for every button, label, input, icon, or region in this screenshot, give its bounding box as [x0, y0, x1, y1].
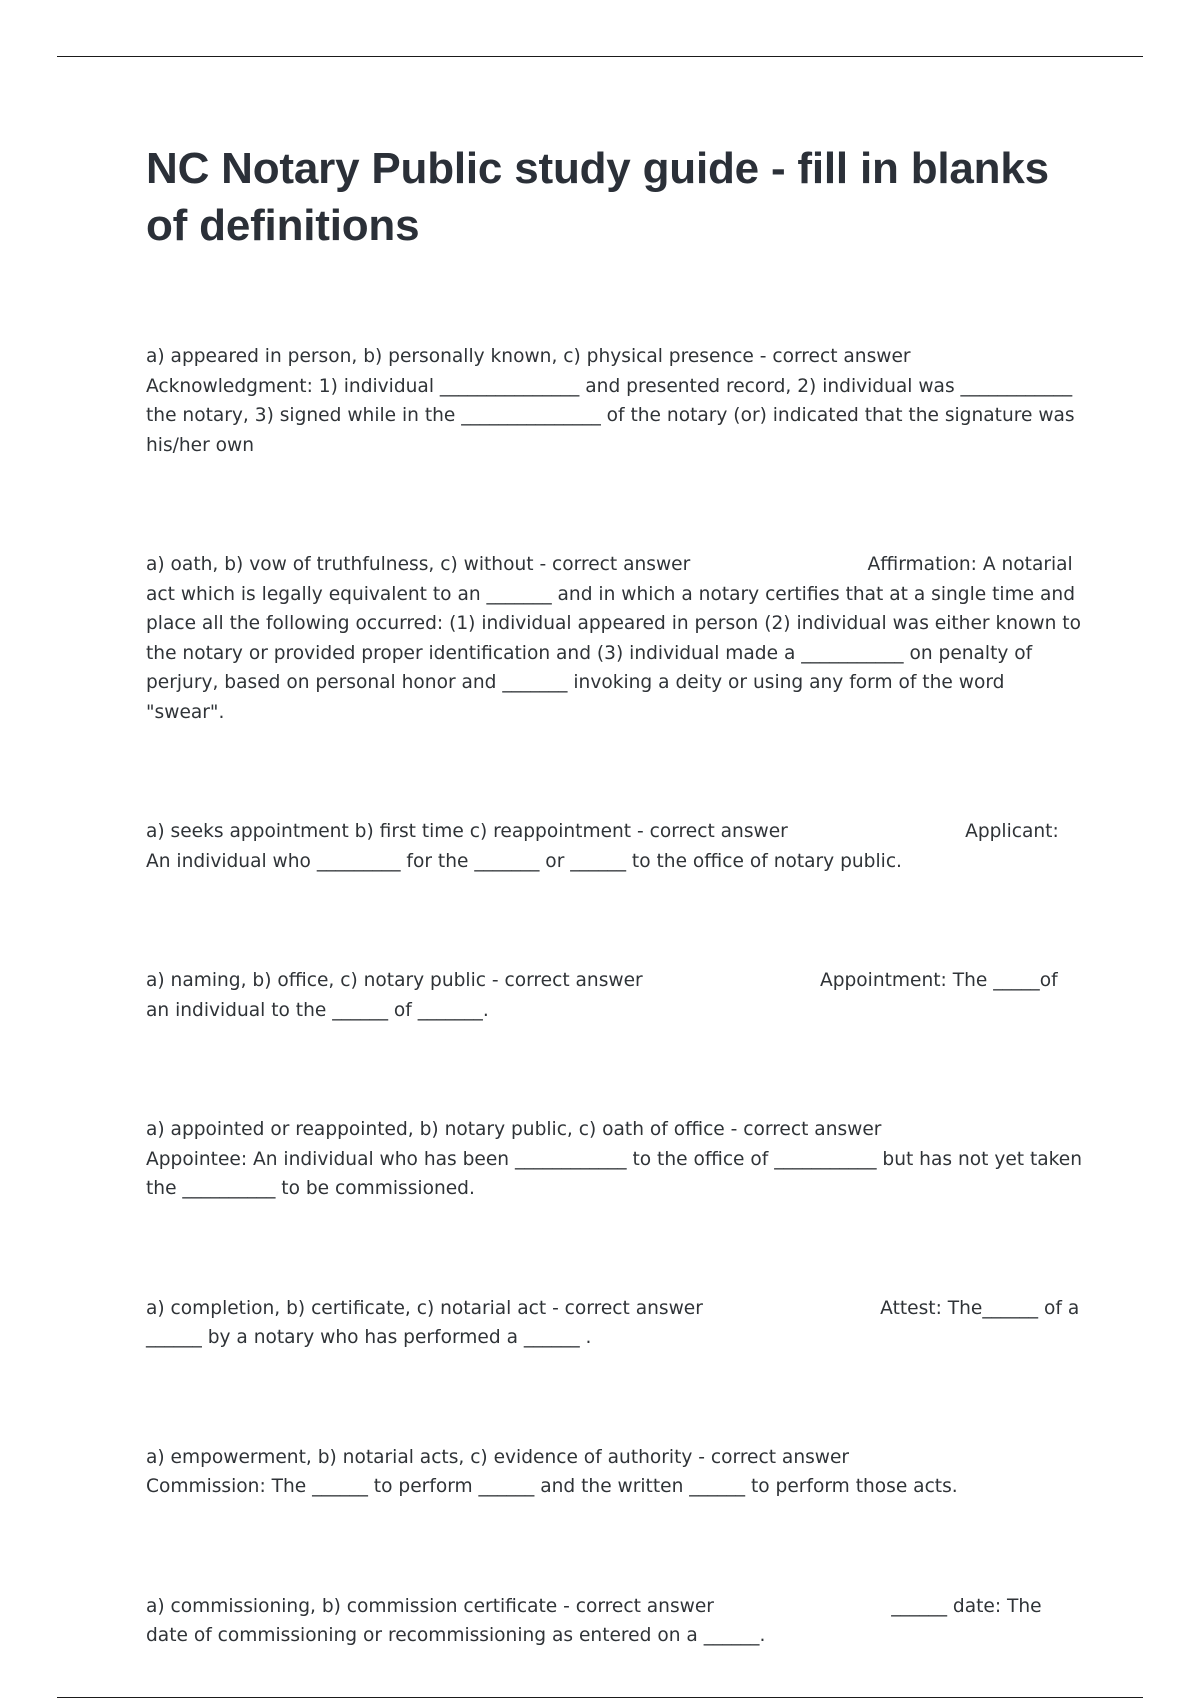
- bottom-rule: [57, 1697, 1143, 1698]
- flashcard: [146, 817, 1084, 876]
- flashcard: [146, 550, 1087, 727]
- flashcard: [146, 1443, 1084, 1502]
- card-answer: a) appeared in person, b) personally known, c) physical presence: [146, 346, 754, 367]
- card-question: ______ date: The date of commissioning or recommissioning as entered on a ______.: [146, 1595, 1048, 1646]
- card-separator: - correct answer: [753, 346, 911, 367]
- document-body: [146, 140, 1088, 1651]
- card-question: Commission: The ______ to perform ______ and the written ______ to perform those acts.: [146, 1476, 958, 1497]
- card-gap: [703, 1298, 880, 1319]
- flashcard: [146, 966, 1084, 1025]
- card-gap: [788, 821, 965, 842]
- card-answer: a) oath, b) vow of truthfulness, c) without: [146, 554, 534, 575]
- card-question: Appointment: The _____of an individual to the ______ of _______.: [146, 970, 1064, 1021]
- card-question: Acknowledgment: 1) individual _______________ and presented record, 2) individual was ____________ the notary, 3) signed while in the _______________ of the notary (or) indicated that the signature was his/her own: [146, 375, 1081, 456]
- flashcard-list: [146, 342, 1088, 1651]
- card-gap: [714, 1596, 891, 1617]
- card-answer: a) seeks appointment b) first time c) reappointment: [146, 821, 632, 842]
- card-separator: - correct answer: [724, 1119, 882, 1140]
- card-gap: [690, 554, 867, 575]
- card-separator: - correct answer: [533, 554, 691, 575]
- card-separator: - correct answer: [557, 1595, 714, 1617]
- flashcard: [146, 1592, 1084, 1651]
- card-answer: a) empowerment, b) notarial acts, c) evidence of authority: [146, 1446, 693, 1468]
- flashcard: [146, 1294, 1084, 1353]
- card-answer: a) completion, b) certificate, c) notarial act: [146, 1297, 547, 1319]
- card-answer: a) appointed or reappointed, b) notary public, c) oath of office: [146, 1119, 725, 1140]
- page-title: NC Notary Public study guide - fill in blanks of definitions: [146, 144, 1049, 250]
- card-question: Affirmation: A notarial act which is legally equivalent to an _______ and in which a notary certifies that at a single time and place all the following occurred: (1) individual appeared in person (2) individual was either known to the notary or provided proper identification and (3) individual made a ___________ on penalty of perjury, based on personal honor and _______ invoking a deity or using any form of the word "swear".: [146, 554, 1087, 723]
- card-answer: a) naming, b) office, c) notary public: [146, 970, 486, 991]
- card-separator: - correct answer: [546, 1297, 703, 1319]
- flashcard: [146, 342, 1084, 460]
- card-question: Appointee: An individual who has been ____________ to the office of ___________ but has not yet taken the __________ to be commissioned.: [146, 1148, 1088, 1199]
- card-separator: - correct answer: [485, 970, 643, 991]
- card-answer: a) commissioning, b) commission certificate: [146, 1595, 558, 1617]
- card-question: Applicant: An individual who _________ for the _______ or ______ to the office of notary public.: [146, 821, 1065, 872]
- top-rule: [57, 56, 1143, 57]
- card-question: Attest: The______ of a ______ by a notary who has performed a ______ .: [146, 1297, 1086, 1348]
- flashcard: [146, 1115, 1088, 1204]
- card-separator: - correct answer: [692, 1446, 850, 1468]
- card-separator: - correct answer: [631, 821, 788, 842]
- card-gap: [643, 970, 820, 991]
